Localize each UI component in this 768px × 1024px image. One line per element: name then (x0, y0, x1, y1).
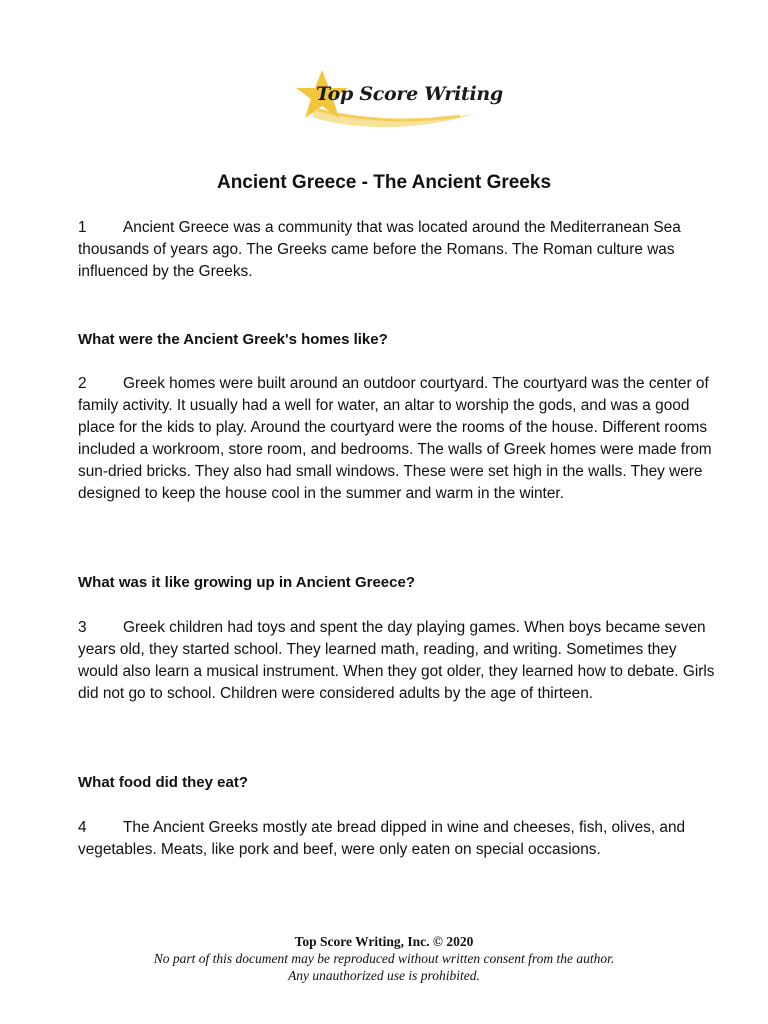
paragraph-text: Ancient Greece was a community that was located around the Mediterranean Sea thousands of years ago. The Greeks came before the Romans. The Roman culture was influenced by the Greeks. (78, 219, 681, 281)
page-footer (0, 933, 768, 984)
section-heading-food: What food did they eat? (78, 774, 248, 791)
paragraph-3 (78, 617, 718, 705)
section-heading-homes: What were the Ancient Greek's homes like? (78, 331, 388, 348)
paragraph-number: 4 (78, 819, 87, 836)
paragraph-text: Greek children had toys and spent the day playing games. When boys became seven years old, they started school. They learned math, reading, and writing. Sometimes they would also learn a musical instrument. When they got older, they learned how to debate. Girls did not go to school. Children were considered adults by the age of thirteen. (78, 619, 715, 703)
paragraph-text: Greek homes were built around an outdoor courtyard. The courtyard was the center of family activity. It usually had a well for water, an altar to worship the gods, and was a good place for the kids to play. Around the courtyard were the rooms of the house. Different rooms included a workroom, store room, and bedrooms. The walls of Greek homes were made from sun-dried bricks. They also had small windows. These were set high in the walls. They were designed to keep the house cool in the summer and warm in the winter. (78, 375, 712, 503)
paragraph-4 (78, 817, 718, 861)
paragraph-text: The Ancient Greeks mostly ate bread dipped in wine and cheeses, fish, olives, and vegetables. Meats, like pork and beef, were only eaten on special occasions. (78, 819, 686, 859)
section-heading-growing-up: What was it like growing up in Ancient Greece? (78, 574, 415, 591)
top-score-writing-logo (290, 66, 503, 136)
logo-text: Top Score Writing (316, 83, 503, 105)
footer-notice-line-1: No part of this document may be reproduced without written consent from the author. (153, 951, 615, 966)
paragraph-number: 2 (78, 375, 87, 392)
footer-copyright: Top Score Writing, Inc. © 2020 (294, 934, 474, 949)
page-title: Ancient Greece - The Ancient Greeks (216, 172, 552, 193)
paragraph-number: 1 (78, 219, 87, 236)
paragraph-2 (78, 373, 718, 506)
paragraph-number: 3 (78, 619, 87, 636)
paragraph-1 (78, 217, 718, 283)
footer-notice-line-2: Any unauthorized use is prohibited. (288, 968, 480, 983)
